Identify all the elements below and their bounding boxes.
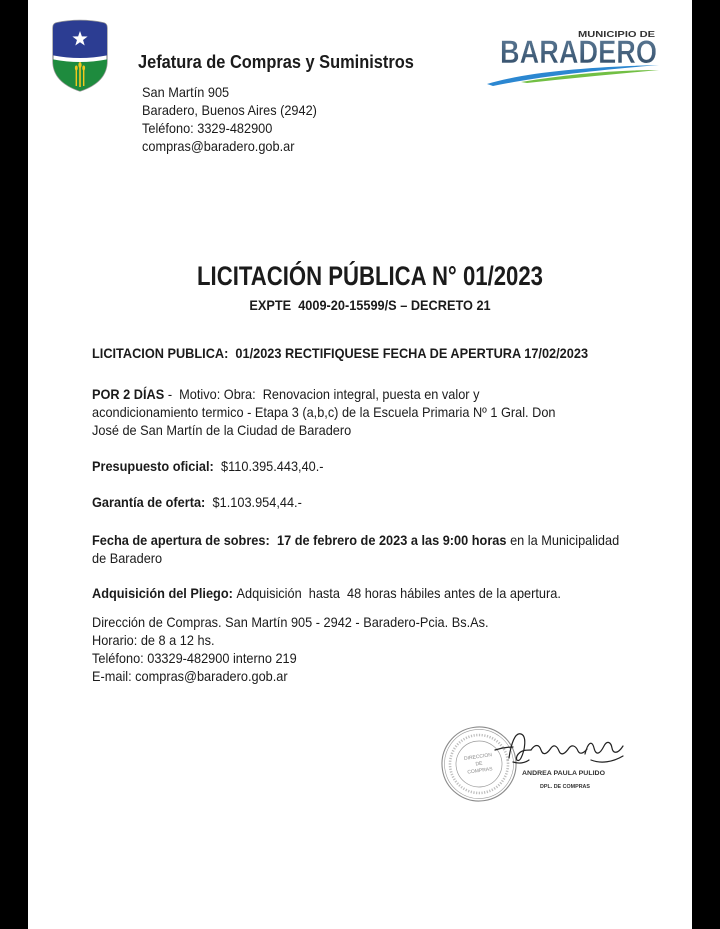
pliego-line — [92, 584, 638, 602]
apertura-paragraph — [92, 531, 692, 567]
pliego-paragraph — [92, 584, 692, 602]
signature-block — [433, 718, 633, 810]
handwritten-signature — [495, 734, 623, 763]
motivo-line-3: José de San Martín de la Ciudad de Baradero — [92, 422, 352, 438]
motivo-label: POR 2 DÍAS — [92, 386, 165, 402]
motivo-paragraph — [92, 385, 692, 439]
apertura-label: Fecha de apertura de sobres: — [92, 532, 270, 548]
signer-name: ANDREA PAULA PULIDO — [522, 770, 605, 777]
stamp-text-3: COMPRAS — [467, 766, 493, 776]
garantia-paragraph — [92, 493, 692, 511]
apertura-date: 17 de febrero de 2023 a las 9:00 horas — [277, 532, 507, 548]
presupuesto-paragraph — [92, 457, 692, 475]
logo-baradero-wordmark: BARADERO — [500, 34, 657, 70]
title-block — [48, 260, 692, 292]
page-title: LICITACIÓN PÚBLICA N° 01/2023 — [197, 261, 543, 291]
official-stamp — [437, 722, 521, 806]
apertura-line-2: de Baradero — [92, 550, 163, 566]
office-title: Jefatura de Compras y Suministros — [138, 52, 414, 72]
address-block — [142, 83, 502, 155]
municipal-shield-logo — [51, 19, 109, 93]
contact-block — [92, 613, 692, 685]
presupuesto-label: Presupuesto oficial: — [92, 458, 214, 474]
motivo-line-2: acondicionamiento termico - Etapa 3 (a,b,c) de la Escuela Primaria Nº 1 Gral. Don — [92, 404, 556, 420]
garantia-value: $1.103.954,44.- — [212, 494, 302, 510]
apertura-place: en la Municipalidad — [510, 532, 620, 548]
signer-role: DPL. DE COMPRAS — [540, 784, 591, 790]
address-city: Baradero, Buenos Aires (2942) — [142, 102, 317, 118]
motivo-line-1 — [92, 385, 638, 403]
garantia-label: Garantía de oferta: — [92, 494, 206, 510]
rectification-notice: LICITACION PUBLICA: 01/2023 RECTIFIQUESE FECHA DE APERTURA 17/02/2023 — [92, 345, 589, 361]
pliego-value: Adquisición hasta 48 horas hábiles antes de la apertura. — [236, 585, 561, 601]
apertura-line-1 — [92, 531, 638, 549]
baradero-logo — [487, 25, 661, 89]
contact-email: E-mail: compras@baradero.gob.ar — [92, 668, 288, 684]
presupuesto-line — [92, 457, 638, 475]
contact-hours: Horario: de 8 a 12 hs. — [92, 632, 215, 648]
stamp-text-2: DE — [475, 760, 483, 768]
stamp-text-1: DIRECCION — [463, 752, 493, 762]
subtitle-block — [48, 296, 692, 314]
expediente-subtitle: EXPTE 4009-20-15599/S – DECRETO 21 — [249, 297, 491, 313]
wheat-icon — [75, 62, 85, 87]
rectification-paragraph — [92, 344, 692, 362]
address-street: San Martín 905 — [142, 84, 230, 100]
pliego-label: Adquisición del Pliego: — [92, 585, 233, 601]
address-email: compras@baradero.gob.ar — [142, 138, 295, 154]
document-page — [28, 0, 692, 929]
presupuesto-value: $110.395.443,40.- — [221, 458, 324, 474]
contact-address: Dirección de Compras. San Martín 905 - 2942 - Baradero-Pcia. Bs.As. — [92, 614, 489, 630]
address-phone: Teléfono: 3329-482900 — [142, 120, 273, 136]
garantia-line — [92, 493, 638, 511]
motivo-text: - Motivo: Obra: Renovacion integral, puesta en valor y — [167, 386, 480, 402]
logo-municipio-label: MUNICIPIO DE — [578, 29, 656, 39]
contact-phone: Teléfono: 03329-482900 interno 219 — [92, 650, 297, 666]
